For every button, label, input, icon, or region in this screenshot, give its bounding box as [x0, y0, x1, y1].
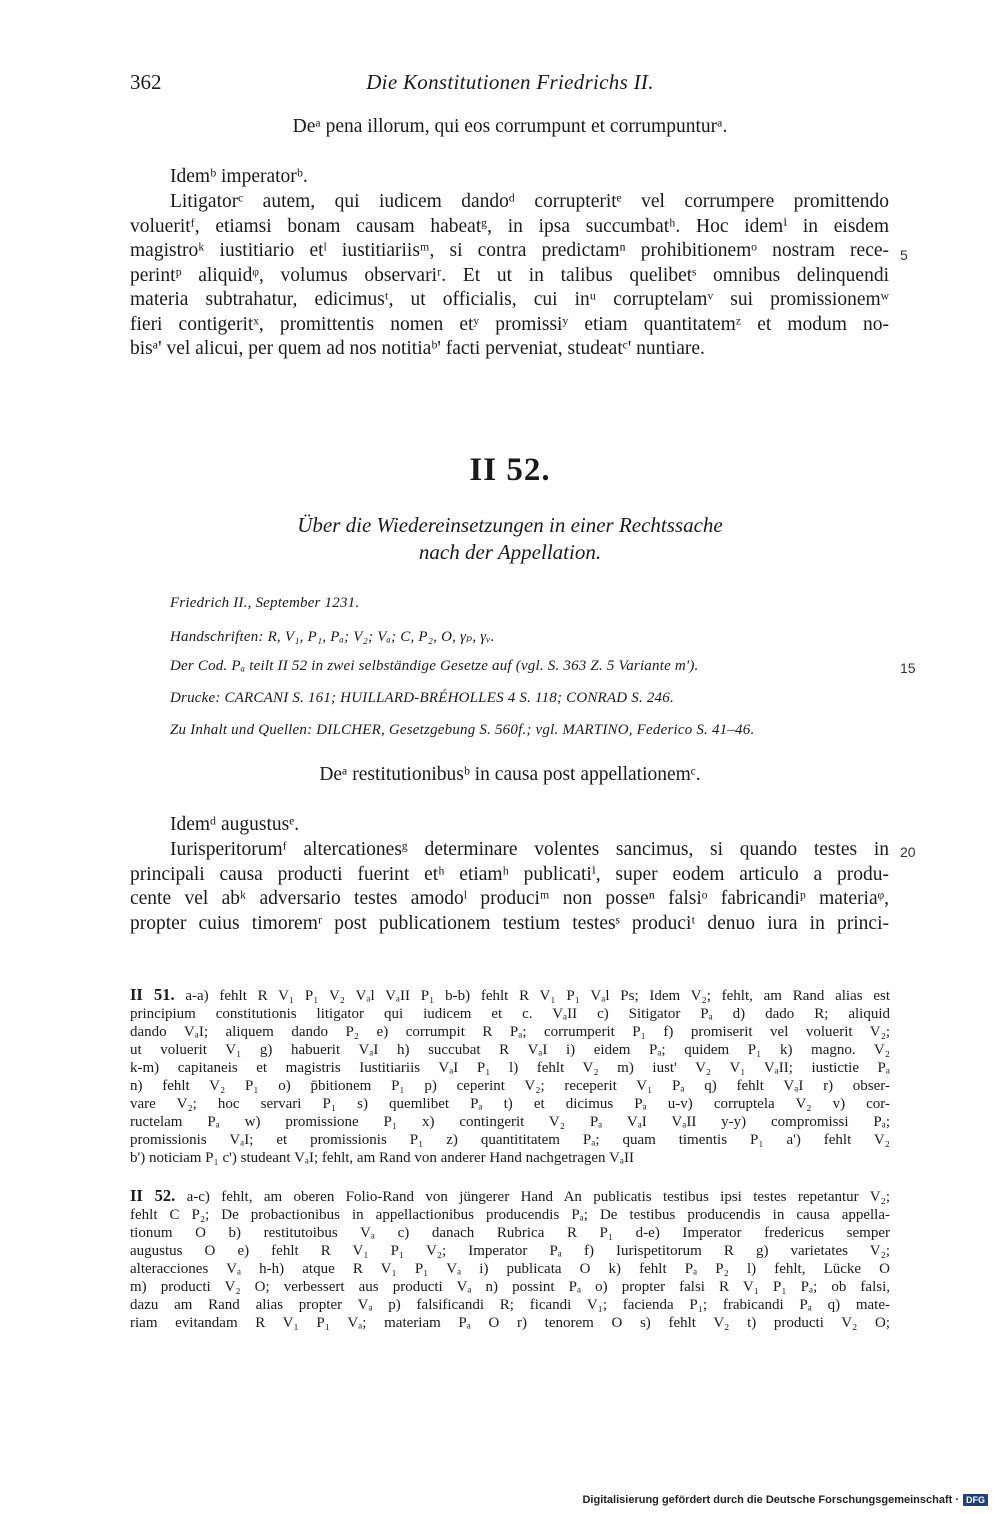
footnote-text: a-c) fehlt, am oberen Folio-Rand von jüngerer Hand An publicatis testibus ipsi testes repetantur V₂;: [186, 1189, 890, 1205]
law-idem: Idemᵈ augustusᵉ.: [170, 814, 300, 835]
footnote-line: dando VₐI; aliquem dando P₂ e) corrumpit R Pₐ; corrumperit P₁ f) promiserit vel voluerit V₂;: [130, 1024, 890, 1040]
meta-date: Friedrich II., September 1231.: [170, 595, 360, 611]
footnote-text: a-a) fehlt R V₁ P₁ V₂ Vₐl VₐII P₁ b-b) fehlt R V₁ P₁ Vₐl Ps; Idem V₂; fehlt, am Rand alias est: [185, 988, 891, 1004]
prev-law-text: [130, 190, 889, 362]
prev-law-idem: Idemᵇ imperatorᵇ.: [170, 166, 308, 187]
running-title: Die Konstitutionen Friedrichs II.: [366, 70, 654, 94]
meta-sources: Zu Inhalt und Quellen: DILCHER, Gesetzgebung S. 560f.; vgl. MARTINO, Federico S. 41–46.: [170, 722, 755, 738]
footnote-line: b') noticiam P₁ c') studeant VₐI; fehlt, am Rand von anderer Hand nachgetragen VₐII: [130, 1150, 634, 1166]
text-line: magistroᵏ iustitiario etˡ iustitiariisᵐ, si contra predictamⁿ prohibitionemᵒ nostram rece-: [130, 240, 889, 261]
meta-manuscripts: Handschriften: R, V₁, P₁, Pₐ; V₂; Vₐ; C, P₂, O, γₚ, γᵥ.: [170, 629, 495, 645]
footnote-line: alteracciones Vₐ h-h) atque R V₁ P₁ Vₐ i) publicata O k) fehlt Pₐ P₂ l) fehlt, Lücke O: [130, 1261, 890, 1277]
footnotes-ii-51: [130, 986, 890, 1167]
text-line: Litigatorᶜ autem, qui iudicem dandoᵈ corrupteritᵉ vel corrumpere promittendo: [170, 191, 889, 212]
footnote-line: fehlt C P₂; De probactionibus in appellactionibus producendis Pₐ; De testibus producendis in causa appella-: [130, 1207, 890, 1223]
text-line: bisᵃ' vel alicui, per quem ad nos notitiaᵇ' facti perveniat, studeatᶜ' nuntiare.: [130, 338, 705, 359]
section-title-line: nach der Appellation.: [418, 540, 602, 564]
text-line: cente vel abᵏ adversario testes amodoˡ produciᵐ non posseⁿ falsiᵒ fabricandiᵖ materiaᵠ,: [130, 888, 889, 909]
digitization-footer: [582, 1494, 988, 1506]
dfg-logo: DFG: [963, 1494, 988, 1506]
footnote-line: tionum O b) restitutoibus Vₐ c) danach Rubrica R P₁ d-e) Imperator fredericus semper: [130, 1225, 890, 1241]
footnote-line: riam evitandam R V₁ P₁ Vₐ; materiam Pₐ O r) tenorem O s) fehlt V₂ t) producti V₂ O;: [130, 1315, 890, 1331]
page-number: 362: [130, 70, 162, 94]
footer-text: Digitalisierung gefördert durch die Deutsche Forschungsgemeinschaft ·: [582, 1494, 959, 1506]
text-line: fieri contigeritˣ, promittentis nomen etʸ promissiʸ etiam quantitatemᶻ et modum no-: [130, 313, 889, 335]
text-line: Iurisperitorumᶠ altercationesᵍ determinare volentes sancimus, si quando testes in: [170, 839, 889, 860]
line-number-marker: 15: [900, 660, 916, 676]
meta-prints: Drucke: CARCANI S. 161; HUILLARD-BRÉHOLLES 4 S. 118; CONRAD S. 246.: [170, 690, 674, 706]
text-line: materia subtrahatur, edicimusᵗ, ut officialis, cui inᵘ corruptelamᵛ sui promissionemʷ: [130, 289, 889, 310]
text-line: volueritᶠ, etiamsi bonam causam habeatᵍ, in ipsa succumbatʰ. Hoc idemⁱ in eisdem: [130, 215, 889, 237]
text-line: perintᵖ aliquidᵠ, volumus observariʳ. Et ut in talibus quelibetˢ omnibus delinquendi: [130, 264, 889, 286]
footnote-line: m) producti V₂ O; verbessert aus producti Vₐ n) possint Pₐ o) propter falsi R V₁ P₁ Pₐ; ob falsi,: [130, 1279, 890, 1295]
section-number: II 52.: [469, 452, 551, 488]
footnote-line: promissionis VₐI; et promissionis P₁ z) quantititatem Pₐ; quam timentis P₁ a') fehlt V₂: [130, 1132, 890, 1148]
text-line: propter cuius timoremʳ post publicationem testium testesˢ produciᵗ denuo iura in princi-: [130, 912, 889, 934]
footnote-line: ructelam Pₐ w) promissione P₁ x) contingerit V₂ Pₐ VₐI VₐII y-y) compromissi Pₐ;: [130, 1114, 890, 1130]
footnote-line: n) fehlt V₂ P₁ o) p̄bitionem P₁ p) ceperint V₂; receperit V₁ Pₐ q) fehlt VₐI r) obser-: [130, 1078, 890, 1094]
footnote-label: II 51.: [130, 985, 175, 1004]
section-title-line: Über die Wiedereinsetzungen in einer Rechtssache: [297, 513, 723, 537]
prev-law-rubric: Deᵃ pena illorum, qui eos corrumpunt et corrumpunturᵃ.: [292, 116, 728, 137]
footnote-label: II 52.: [130, 1186, 176, 1205]
footnote-line: k-m) capitaneis et magistris Iustitiariis VₐI P₁ l) fehlt V₂ m) iust' V₂ V₁ VₐII; iustictie Pₐ: [130, 1060, 890, 1076]
section-title: [130, 512, 890, 566]
footnote-line: principium constitutionis litigator qui iudicem et c. VₐII c) Sitigator Pₐ d) dado R; aliquid: [130, 1006, 890, 1022]
footnotes-ii-52: [130, 1187, 890, 1332]
footnote-line: [130, 1187, 890, 1206]
footnote-line: augustus O e) fehlt R V₁ P₁ V₂; Imperator Pₐ f) Iurispetitorum R g) varietates V₂;: [130, 1243, 890, 1259]
meta-codex: Der Cod. Pₐ teilt II 52 in zwei selbständige Gesetze auf (vgl. S. 363 Z. 5 Variante m').: [170, 658, 699, 674]
line-number-marker: 20: [900, 844, 916, 860]
footnote-line: vare V₂; hoc servari P₁ s) quemlibet Pₐ t) et dicimus Pₐ u-v) corruptela V₂ v) cor-: [130, 1096, 890, 1112]
line-number-marker: 5: [900, 247, 908, 263]
footnote-line: [130, 986, 890, 1005]
law-text: [130, 838, 889, 936]
law-rubric: Deᵃ restitutionibusᵇ in causa post appellationemᶜ.: [319, 764, 701, 785]
running-header: [130, 70, 890, 100]
text-line: principali causa producti fuerint etʰ etiamʰ publicatiⁱ, super eodem articulo a produ-: [130, 863, 889, 885]
footnote-line: ut voluerit V₁ g) habuerit VₐI h) succubat R VₐI i) eidem Pₐ; quidem P₁ k) magno. V₂: [130, 1042, 890, 1058]
footnote-line: dazu am Rand alias propter Vₐ p) falsificandi R; ficandi V₁; facienda P₁; frabicandi Pₐ q) mate-: [130, 1297, 890, 1313]
